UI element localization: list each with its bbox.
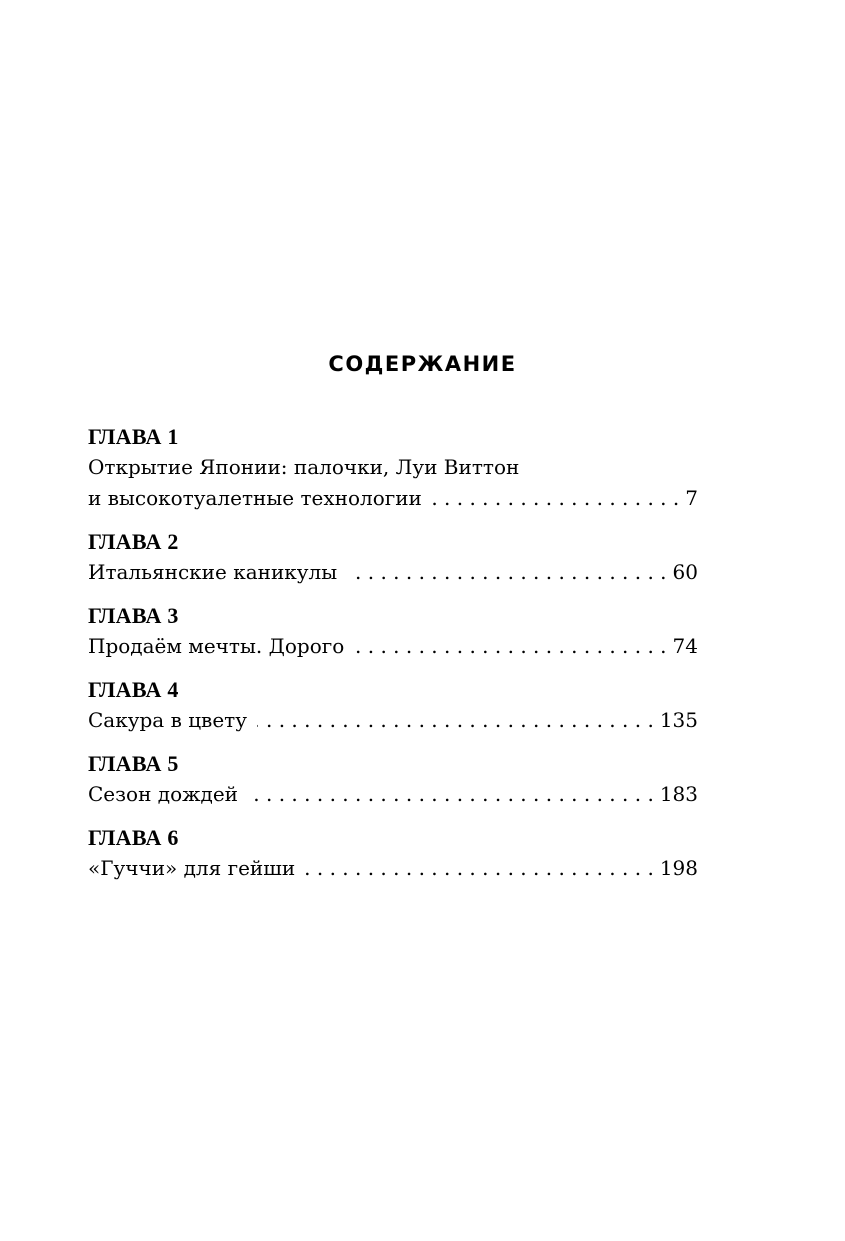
- toc-chapter-3: [88, 601, 698, 662]
- toc-entry-link[interactable]: [88, 705, 698, 736]
- dot-leader: [248, 779, 654, 810]
- table-of-contents: [88, 422, 698, 897]
- chapter-title: Сакура в цвету: [88, 708, 247, 732]
- toc-title: СОДЕРЖАНИЕ: [328, 352, 517, 376]
- chapter-title-line: и высокотуалетные технологии: [88, 486, 422, 510]
- page-number: 135: [659, 708, 698, 732]
- toc-chapter-4: [88, 675, 698, 736]
- toc-entry-link[interactable]: [88, 631, 698, 662]
- chapter-heading: ГЛАВА 3: [88, 603, 179, 628]
- chapter-title: Итальянские каникулы: [88, 560, 338, 584]
- chapter-heading: ГЛАВА 4: [88, 677, 179, 702]
- chapter-title: «Гуччи» для гейши: [88, 856, 296, 880]
- dot-leader: [432, 483, 679, 514]
- toc-chapter-1: [88, 422, 698, 514]
- chapter-heading: ГЛАВА 1: [88, 424, 179, 449]
- toc-entry-link[interactable]: [88, 557, 698, 588]
- chapter-heading: ГЛАВА 2: [88, 529, 179, 554]
- dot-leader: [305, 853, 654, 884]
- page-number: 183: [659, 782, 698, 806]
- chapter-title-line: Открытие Японии: палочки, Луи Виттон: [88, 455, 520, 479]
- page-number: 74: [672, 634, 698, 658]
- chapter-heading: ГЛАВА 5: [88, 751, 179, 776]
- page-number: 60: [672, 560, 698, 584]
- toc-entry-link[interactable]: [88, 853, 698, 884]
- toc-entry-link[interactable]: [88, 483, 698, 514]
- page-number: 198: [659, 856, 698, 880]
- chapter-title: Продаём мечты. Дорого: [88, 634, 345, 658]
- dot-leader: [347, 557, 666, 588]
- chapter-title: Сезон дождей: [88, 782, 239, 806]
- toc-chapter-2: [88, 527, 698, 588]
- toc-chapter-6: [88, 823, 698, 884]
- toc-entry-link[interactable]: [88, 779, 698, 810]
- toc-chapter-5: [88, 749, 698, 810]
- page-number: 7: [685, 486, 698, 510]
- dot-leader: [257, 705, 654, 736]
- chapter-heading: ГЛАВА 6: [88, 825, 179, 850]
- dot-leader: [354, 631, 666, 662]
